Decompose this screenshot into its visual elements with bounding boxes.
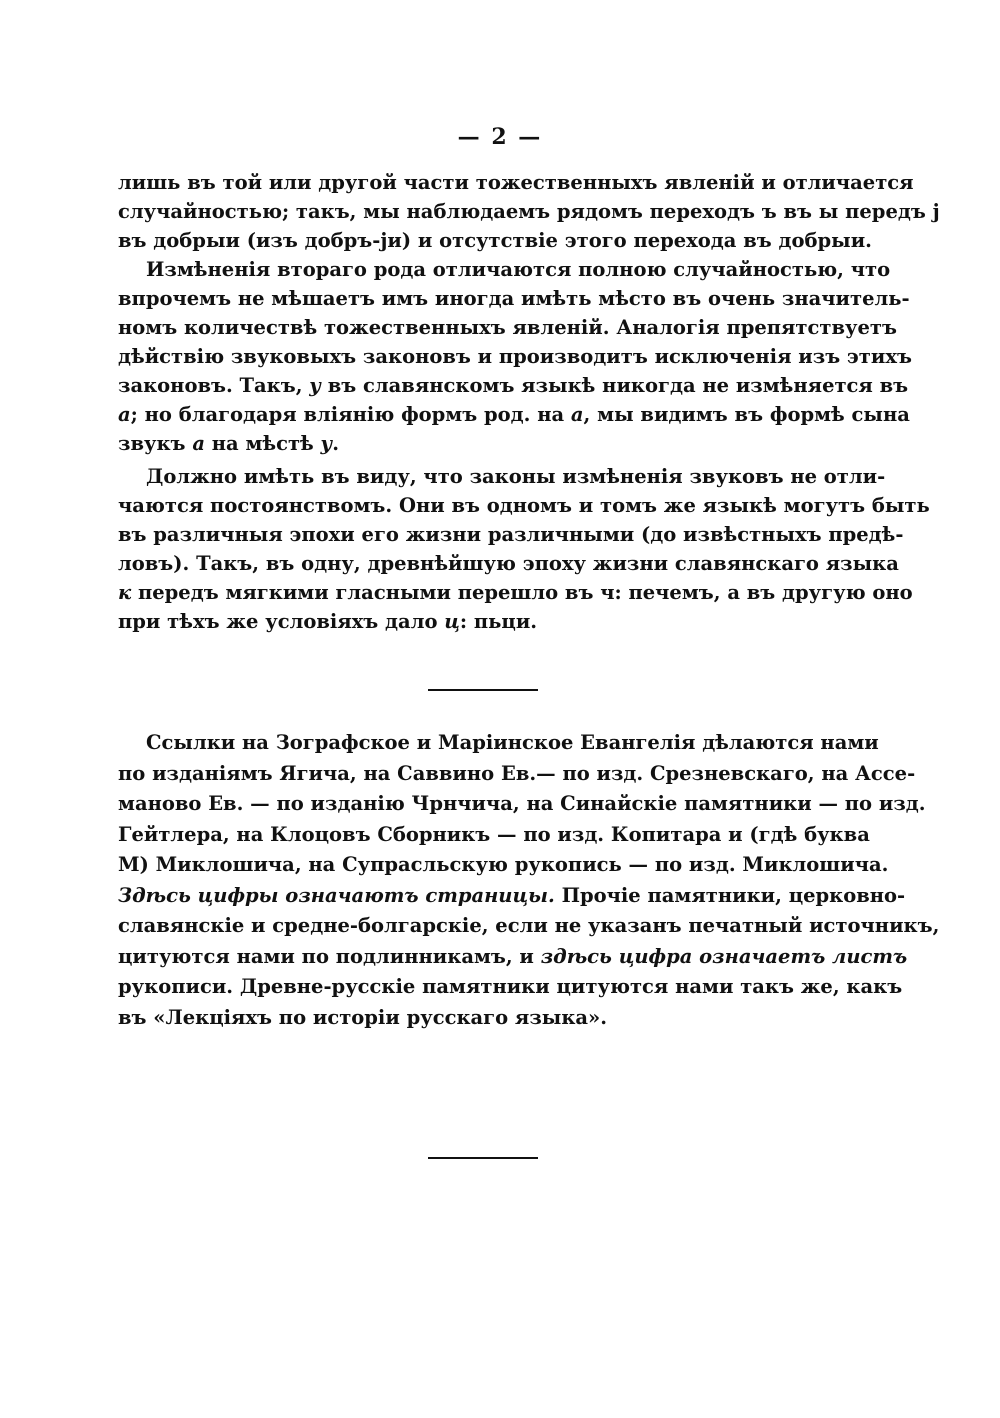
italic-letter: а: [118, 403, 131, 426]
text-line: славянскіе и средне-болгарскіе, если не указанъ печатный источникъ,: [118, 914, 940, 937]
main-text: [118, 168, 940, 636]
italic-phrase: здѣсь цифра означаетъ листъ: [540, 944, 908, 968]
text-line: [118, 578, 913, 607]
text-line: ловъ). Такъ, въ одну, древнѣйшую эпоху жизни славянскаго языка: [118, 552, 899, 575]
text-line: [118, 400, 910, 429]
text-fragment: звукъ: [118, 432, 193, 455]
text-fragment: ; но благодаря вліянію формъ род. на: [130, 403, 571, 426]
text-fragment: законовъ. Такъ,: [118, 374, 310, 397]
text-line: маново Ев. — по изданію Чрнчича, на Синайскіе памятники — по изд.: [118, 792, 926, 815]
text-fragment: на мѣстѣ: [204, 432, 321, 455]
text-line: Измѣненія втораго рода отличаются полною случайностью, что: [146, 258, 891, 281]
text-line: въ различныя эпохи его жизни различными (до извѣстныхъ предѣ-: [118, 523, 904, 546]
text-line: чаются постоянствомъ. Они въ одномъ и томъ же языкѣ могутъ быть: [118, 494, 930, 517]
text-line: номъ количествѣ тожественныхъ явленій. Аналогія препятствуетъ: [118, 316, 897, 339]
text-line: [118, 429, 858, 458]
text-fragment: Прочіе памятники, церковно-: [554, 883, 906, 907]
text-line: по изданіямъ Ягича, на Саввино Ев.— по изд. Срезневскаго, на Ассе-: [118, 761, 916, 785]
text-line: въ добрыи (изъ добръ-jи) и отсутствіе этого перехода въ добрыи.: [118, 229, 872, 252]
italic-letter: а: [570, 403, 584, 426]
text-line: Гейтлера, на Клоцовъ Сборникъ — по изд. Копитара и (гдѣ буква: [118, 822, 870, 846]
italic-letter: а: [192, 432, 205, 455]
text-fragment: : пьци.: [459, 610, 538, 633]
section-divider: [428, 689, 538, 691]
text-line: дѣйствію звуковыхъ законовъ и производитъ исключенія изъ этихъ: [118, 345, 912, 368]
text-line: впрочемъ не мѣшаетъ имъ иногда имѣть мѣсто въ очень значитель-: [118, 287, 910, 310]
italic-letter: к: [118, 581, 132, 604]
text-fragment: при тѣхъ же условіяхъ дало: [118, 610, 445, 633]
text-line: случайностью; такъ, мы наблюдаемъ рядомъ переходъ ъ въ ы передъ j: [118, 200, 940, 223]
italic-letter: у: [309, 374, 321, 397]
italic-phrase: Здѣсь цифры означаютъ страницы.: [118, 883, 555, 907]
text-line: Должно имѣть въ виду, что законы измѣненія звуковъ не отли-: [146, 465, 886, 488]
text-line: въ «Лекціяхъ по исторіи русскаго языка».: [118, 1005, 608, 1029]
text-line: лишь въ той или другой части тожественныхъ явленій и отличается: [118, 171, 914, 194]
end-divider: [428, 1157, 538, 1159]
text-line: [118, 607, 858, 636]
italic-letter: ц: [444, 610, 460, 633]
italic-letter: у: [320, 432, 333, 455]
text-fragment: , мы видимъ въ формѣ сына: [583, 403, 910, 426]
text-fragment: передъ мягкими гласными перешло въ ч: печемъ, а въ другую оно: [131, 581, 913, 604]
text-line: рукописи. Древне-русскіе памятники цитуются нами такъ же, какъ: [118, 975, 903, 998]
page-number: — 2 —: [457, 124, 543, 150]
text-line: М) Миклошича, на Супрасльскую рукопись — по изд. Миклошича.: [118, 853, 889, 876]
text-line: [118, 942, 908, 973]
text-line: [118, 881, 906, 912]
editorial-note: [118, 728, 940, 1033]
text-fragment: цитуются нами по подлинникамъ, и: [118, 944, 541, 968]
text-fragment: .: [332, 432, 340, 455]
text-line: Ссылки на Зографское и Маріинское Евангелія дѣлаются нами: [146, 731, 879, 754]
text-line: [118, 371, 909, 400]
text-fragment: въ славянскомъ языкѣ никогда не измѣняется въ: [320, 374, 909, 397]
